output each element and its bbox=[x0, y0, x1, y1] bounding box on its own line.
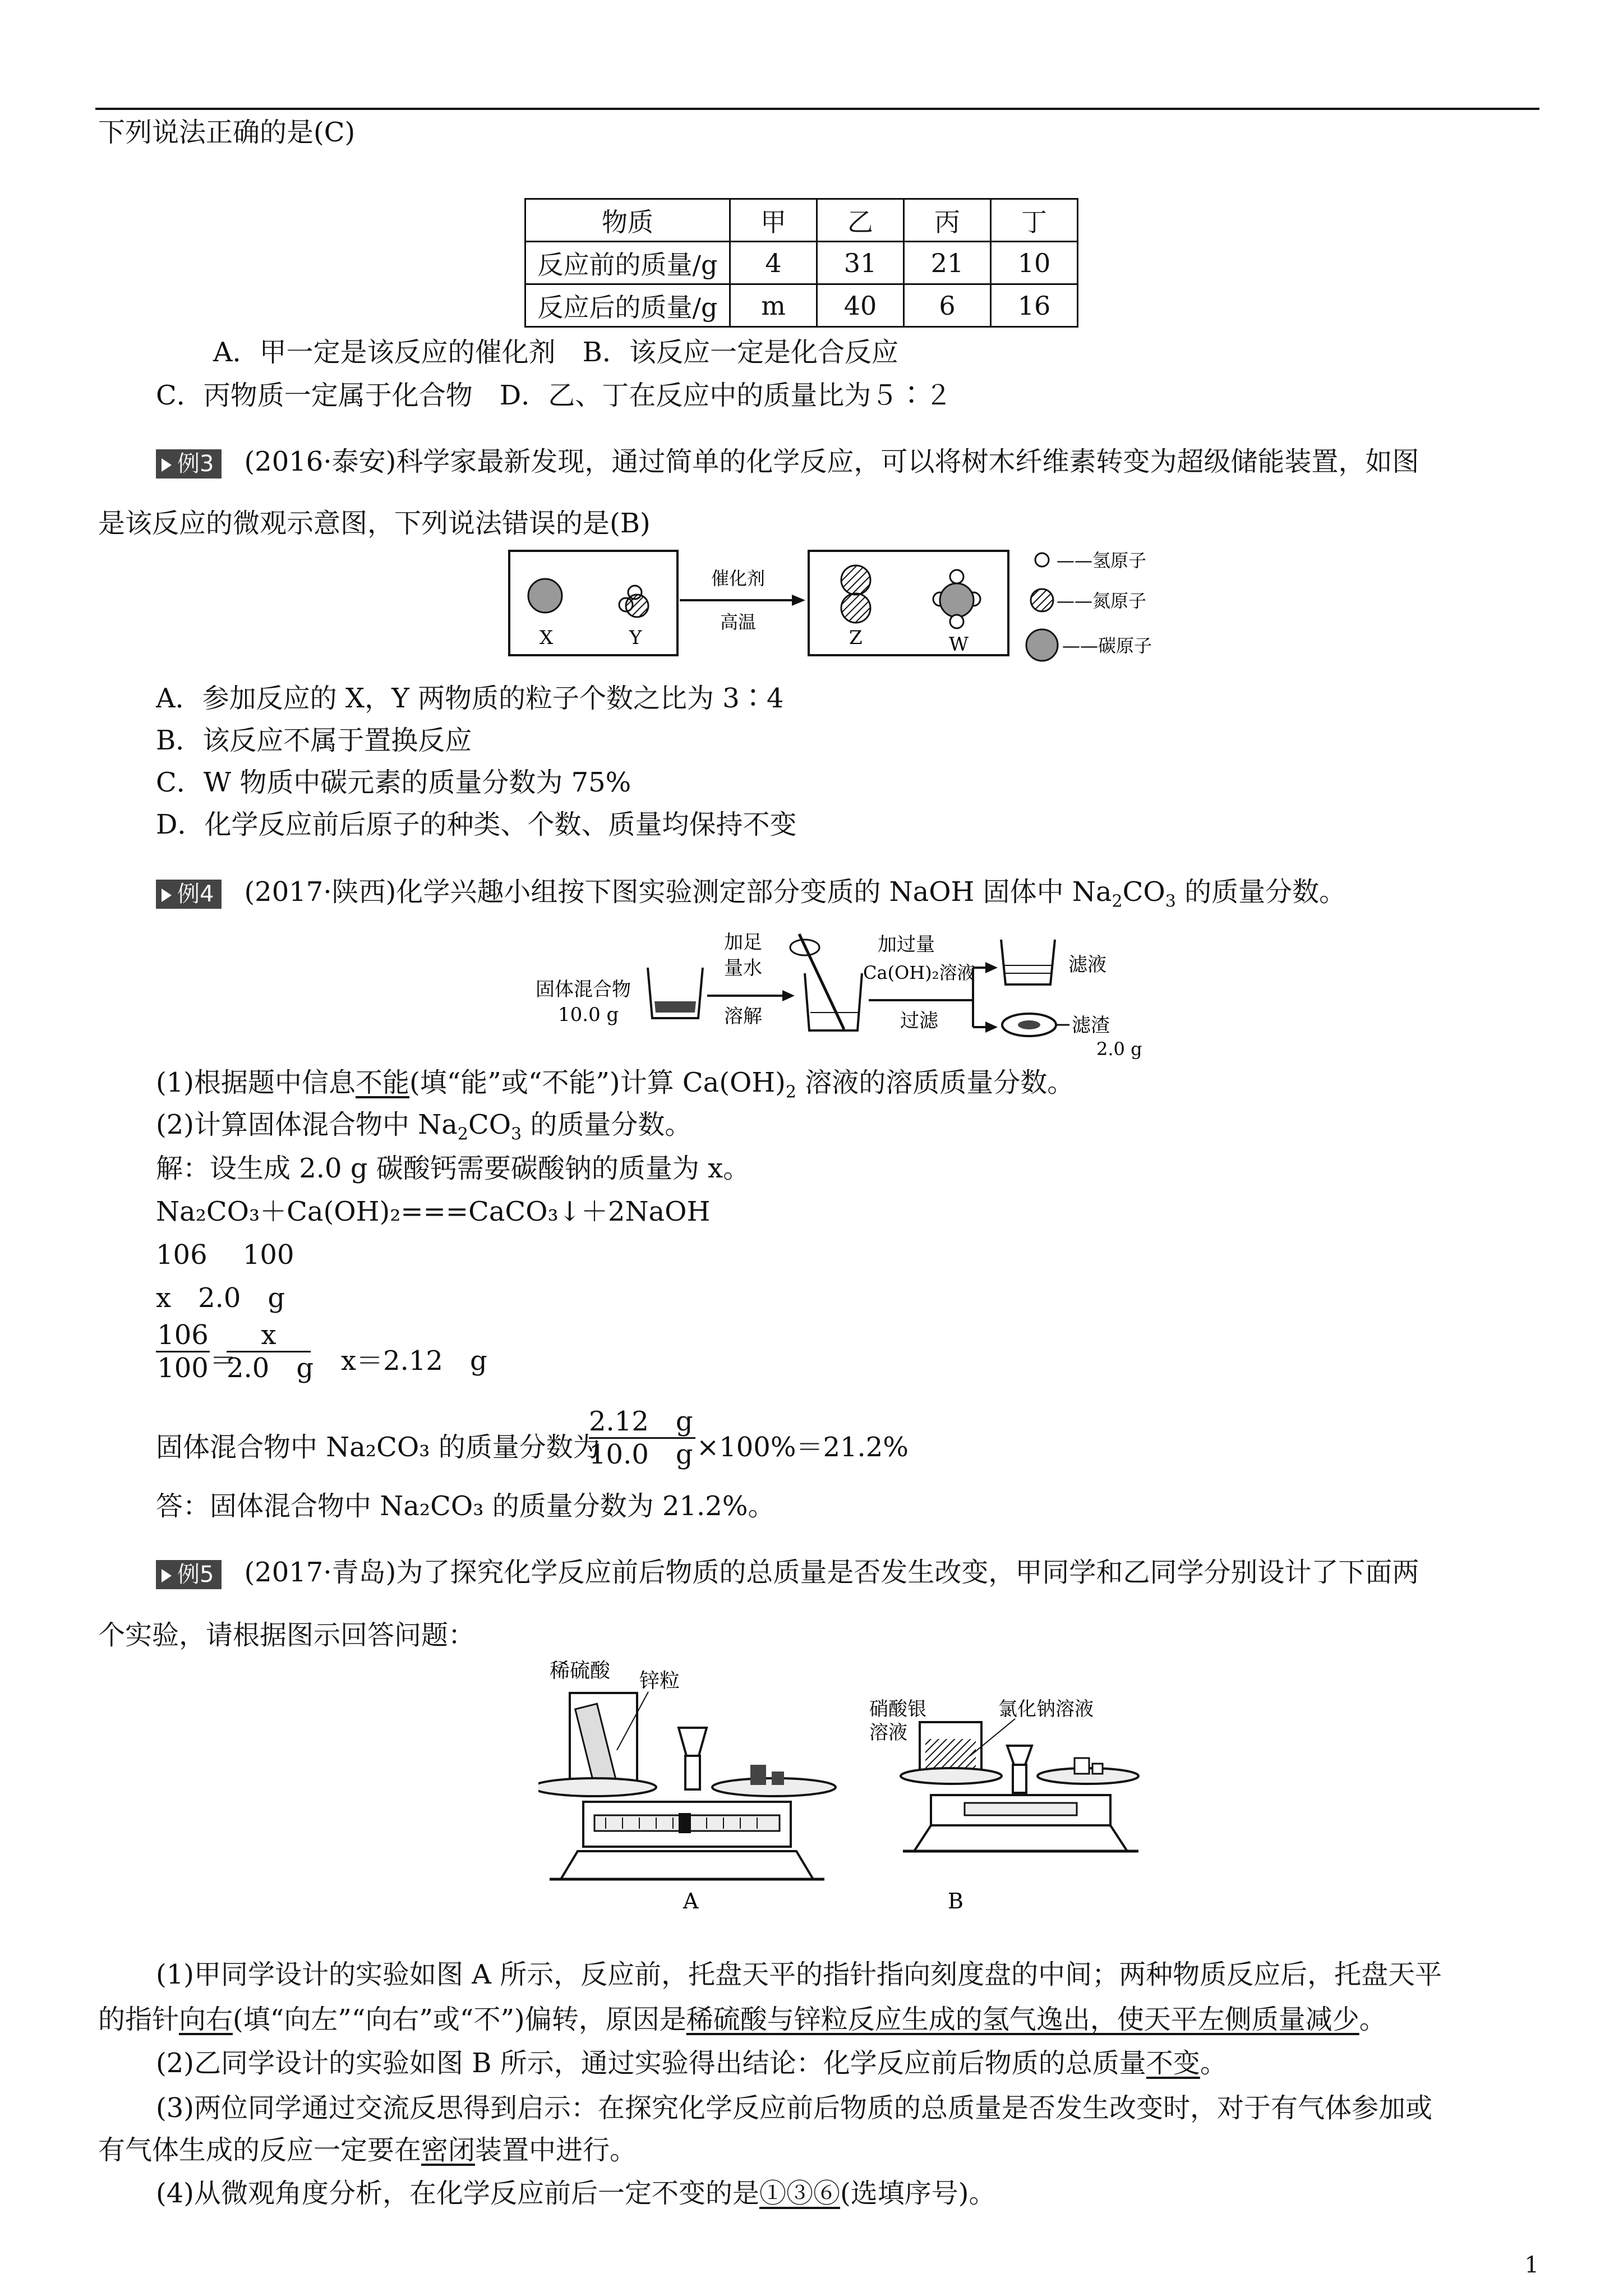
svg-text:——氢原子: ——氢原子 bbox=[1057, 550, 1147, 571]
svg-text:高温: 高温 bbox=[720, 611, 757, 633]
svg-text:溶液: 溶液 bbox=[869, 1722, 907, 1744]
svg-text:溶解: 溶解 bbox=[724, 1005, 762, 1028]
ex5-q4: (4)从微观角度分析，在化学反应前后一定不变的是①③⑥(选填序号)。 bbox=[156, 2178, 996, 2209]
table-cell: 物质 bbox=[525, 199, 730, 242]
play-icon bbox=[162, 889, 172, 902]
svg-text:A: A bbox=[683, 1889, 699, 1913]
table-cell: 反应前的质量/g bbox=[525, 242, 730, 284]
answer-blank: 不能 bbox=[356, 1067, 410, 1098]
svg-text:B: B bbox=[948, 1889, 963, 1913]
answer-blank: 密闭 bbox=[421, 2134, 476, 2166]
svg-text:滤渣: 滤渣 bbox=[1072, 1014, 1110, 1037]
answer-blank: 稀硫酸与锌粒反应生成的氢气逸出，使天平左侧质量减少 bbox=[686, 2004, 1359, 2035]
ex3-option-a: A．参加反应的 X，Y 两物质的粒子个数之比为 3∶4 bbox=[156, 683, 784, 714]
answer-blank: 向右 bbox=[179, 2004, 233, 2035]
table-cell: 10 bbox=[991, 242, 1078, 284]
svg-text:锌粒: 锌粒 bbox=[639, 1669, 680, 1692]
table-cell: 乙 bbox=[817, 199, 904, 242]
fraction-3: 2.12 g 10.0 g bbox=[589, 1406, 695, 1470]
table-row bbox=[525, 242, 1078, 284]
page-number: 1 bbox=[1524, 2252, 1539, 2278]
svg-text:固体混合物: 固体混合物 bbox=[536, 978, 631, 1001]
svg-text:催化剂: 催化剂 bbox=[711, 568, 766, 589]
answer-blank: 不变 bbox=[1146, 2047, 1200, 2079]
ex5-q3-line-1: (3)两位同学通过交流反思得到启示：在探究化学反应前后物质的总质量是否发生改变时，对于有气体参加或 bbox=[156, 2092, 1432, 2124]
svg-text:2.0 g: 2.0 g bbox=[1096, 1038, 1142, 1060]
svg-text:W: W bbox=[949, 633, 969, 656]
example-tag: 例3 bbox=[156, 449, 222, 478]
example-tag: 例4 bbox=[156, 880, 222, 909]
svg-text:10.0 g: 10.0 g bbox=[558, 1004, 619, 1026]
ex4-masses-1: 106 100 bbox=[156, 1239, 294, 1271]
ex2-options-ab: A．甲一定是该反应的催化剂 B．该反应一定是化合反应 bbox=[213, 337, 898, 368]
svg-text:硝酸银: 硝酸银 bbox=[869, 1698, 926, 1720]
ex3-line-1: 例3 (2016·泰安)科学家最新发现，通过简单的化学反应，可以将树木纤维素转变为超级储能装置，如图 bbox=[156, 445, 1419, 478]
equals-sign: ＝ bbox=[210, 1345, 237, 1377]
ex4-equation: Na₂CO₃＋Ca(OH)₂===CaCO₃↓＋2NaOH bbox=[156, 1196, 711, 1227]
ex4-line-1: 例4 (2017·陕西)化学兴趣小组按下图实验测定部分变质的 NaOH 固体中 $Na_2CO_3$ 的质量分数。 bbox=[156, 875, 1346, 919]
fraction-2: x 2.0 g bbox=[227, 1319, 314, 1384]
svg-text:Ca(OH)₂溶液: Ca(OH)₂溶液 bbox=[863, 962, 975, 983]
reaction-microscopic-diagram bbox=[505, 544, 1200, 668]
answer-blank: ①③⑥ bbox=[759, 2178, 841, 2209]
svg-text:氯化钠溶液: 氯化钠溶液 bbox=[998, 1698, 1094, 1720]
table-cell: 40 bbox=[817, 284, 904, 327]
table-cell: 16 bbox=[991, 284, 1078, 327]
header-rule bbox=[95, 108, 1539, 110]
ex5-line-2: 个实验，请根据图示回答问题： bbox=[98, 1619, 476, 1651]
svg-text:Z: Z bbox=[849, 627, 863, 649]
ex3-line-2: 是该反应的微观示意图，下列说法错误的是(B) bbox=[98, 508, 651, 539]
ex4-q2: (2)计算固体混合物中 $Na_2CO_3$ 的质量分数。 bbox=[156, 1109, 692, 1144]
table-cell: 丙 bbox=[904, 199, 991, 242]
play-icon bbox=[162, 458, 172, 472]
table-cell: 甲 bbox=[730, 199, 817, 242]
balance-figures bbox=[538, 1655, 1155, 1918]
ex4-q1: (1)根据题中信息不能(填“能”或“不能”)计算 $Ca(OH)_2$ 溶液的溶质质量分数。 bbox=[156, 1067, 1075, 1102]
ex3-option-b: B．该反应不属于置换反应 bbox=[156, 725, 472, 756]
play-icon bbox=[162, 1569, 172, 1582]
ex5-q3-line-2: 有气体生成的反应一定要在密闭装置中进行。 bbox=[98, 2134, 637, 2166]
ex4-masses-2: x 2.0 g bbox=[156, 1282, 285, 1314]
fraction-1: 106 100 bbox=[156, 1319, 210, 1384]
svg-text:稀硫酸: 稀硫酸 bbox=[550, 1659, 611, 1682]
table-cell: 21 bbox=[904, 242, 991, 284]
x-value: x＝2.12 g bbox=[341, 1345, 487, 1377]
ex5-q1-line-2: 的指针向右(填“向左”“向右”或“不”)偏转，原因是稀硫酸与锌粒反应生成的氢气逸出，使天平左侧质量减少。 bbox=[98, 2004, 1386, 2035]
ex4-percent-pre: 固体混合物中 Na₂CO₃ 的质量分数为 bbox=[156, 1432, 600, 1463]
mass-table bbox=[524, 198, 1078, 328]
table-cell: 丁 bbox=[991, 199, 1078, 242]
ex5-q1-line-1: (1)甲同学设计的实验如图 A 所示，反应前，托盘天平的指针指向刻度盘的中间；两种物质反应后，托盘天平 bbox=[156, 1959, 1442, 1990]
example-tag: 例5 bbox=[156, 1560, 222, 1589]
svg-text:X: X bbox=[540, 627, 554, 649]
svg-text:——氮原子: ——氮原子 bbox=[1057, 590, 1147, 611]
table-row bbox=[525, 284, 1078, 327]
svg-text:加过量: 加过量 bbox=[878, 933, 935, 956]
ex3-option-c: C．W 物质中碳元素的质量分数为 75% bbox=[156, 767, 631, 798]
svg-text:量水: 量水 bbox=[724, 957, 762, 979]
ex4-answer: 答：固体混合物中 Na₂CO₃ 的质量分数为 21.2%。 bbox=[156, 1490, 775, 1522]
svg-text:过滤: 过滤 bbox=[900, 1010, 938, 1032]
table-cell: 4 bbox=[730, 242, 817, 284]
ex5-q2: (2)乙同学设计的实验如图 B 所示，通过实验得出结论：化学反应前后物质的总质量不变。 bbox=[156, 2047, 1227, 2079]
experiment-flow-diagram bbox=[530, 928, 1169, 1063]
svg-text:Y: Y bbox=[629, 627, 642, 649]
table-cell: m bbox=[730, 284, 817, 327]
svg-text:——碳原子: ——碳原子 bbox=[1062, 635, 1152, 656]
ex4-solution-1: 解：设生成 2.0 g 碳酸钙需要碳酸钠的质量为 x。 bbox=[156, 1153, 750, 1184]
table-cell: 反应后的质量/g bbox=[525, 284, 730, 327]
svg-text:加足: 加足 bbox=[724, 931, 762, 954]
ex3-option-d: D．化学反应前后原子的种类、个数、质量均保持不变 bbox=[156, 809, 797, 840]
ex5-line-1: 例5 (2017·青岛)为了探究化学反应前后物质的总质量是否发生改变，甲同学和乙同学分别设计了下面两 bbox=[156, 1556, 1419, 1589]
table-cell: 6 bbox=[904, 284, 991, 327]
intro-line: 下列说法正确的是(C) bbox=[98, 117, 356, 148]
ex4-percent-post: ×100%＝21.2% bbox=[697, 1432, 909, 1463]
table-row bbox=[525, 199, 1078, 242]
table-cell: 31 bbox=[817, 242, 904, 284]
ex2-options-cd: C．丙物质一定属于化合物 D．乙、丁在反应中的质量比为５∶２ bbox=[156, 380, 952, 411]
svg-text:滤液: 滤液 bbox=[1068, 954, 1106, 976]
